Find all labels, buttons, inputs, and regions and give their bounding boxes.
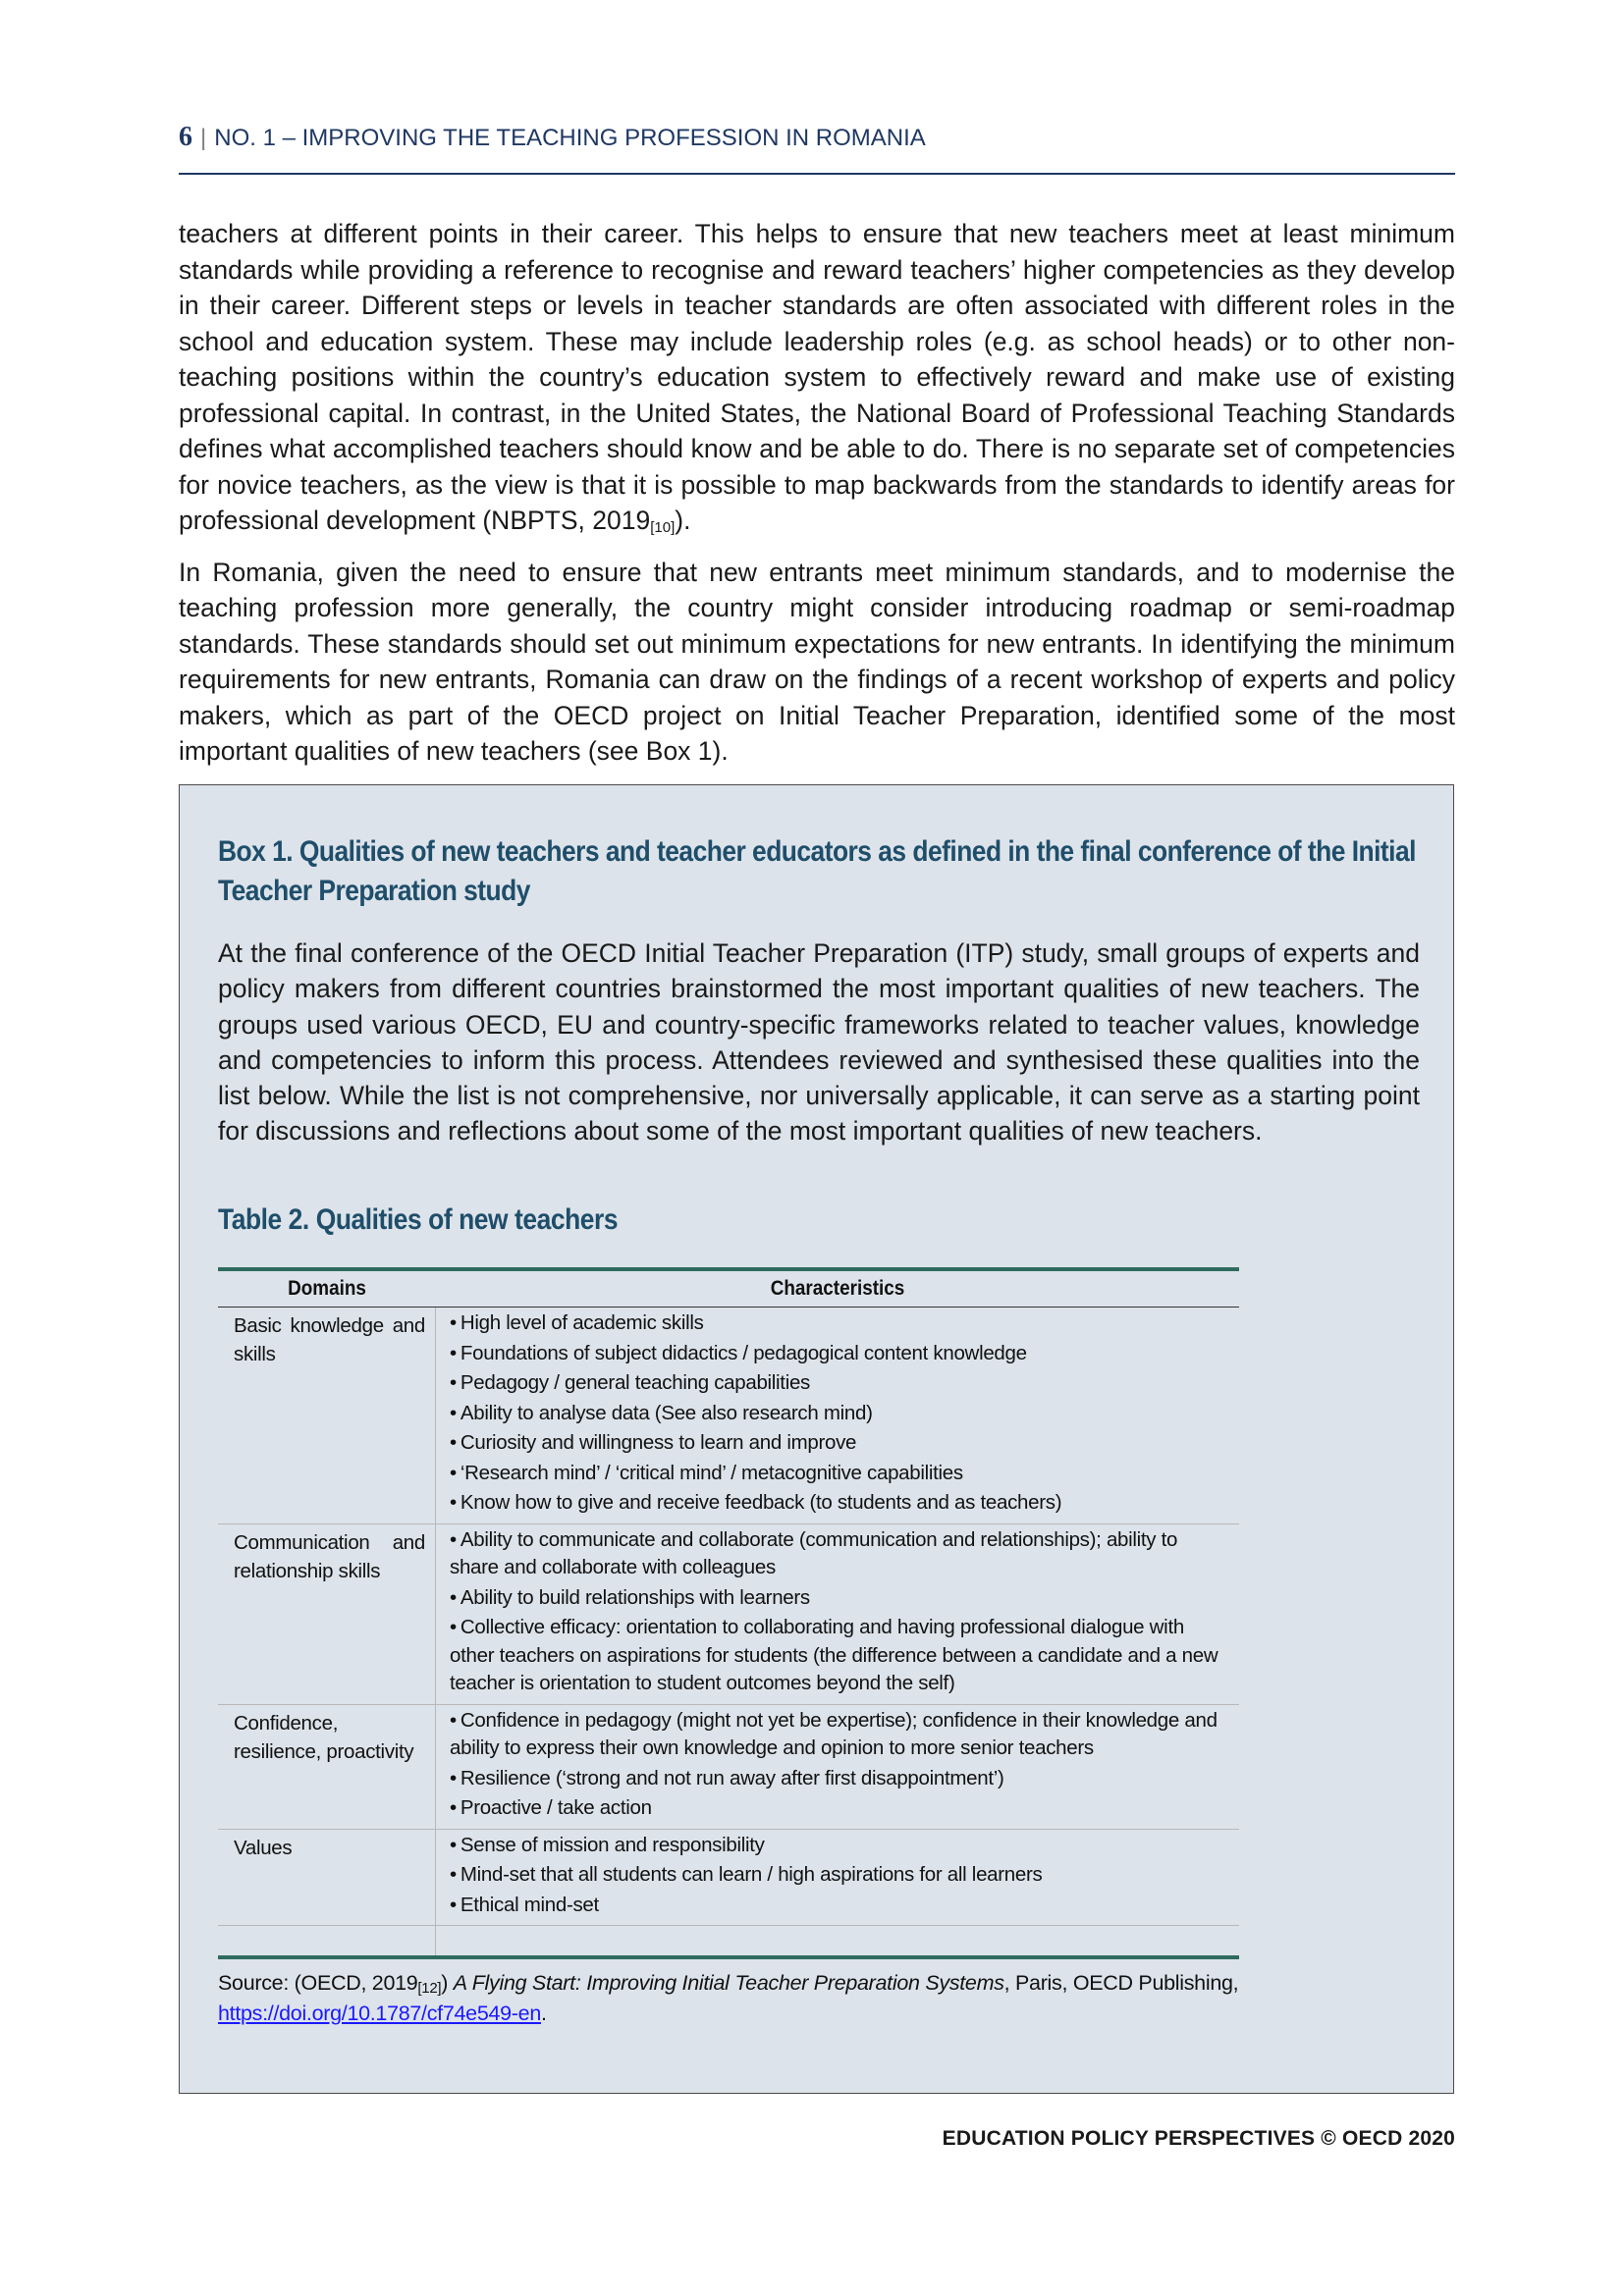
bullet-icon: • xyxy=(450,1833,457,1856)
body-paragraph-1-text: teachers at different points in their career. This helps to ensure that new teachers meet at least minimum standards while providing a reference to recognise and reward teachers’ higher competencies as they develop in their career. Different steps or levels in teacher standards are often associated with different roles in the school and education system. These may include leadership roles (e.g. as school heads) or to other non-teaching positions within the country’s education system to effectively reward and make use of existing professional capital. In contrast, in the United States, the National Board of Professional Teaching Standards defines what accomplished teachers should know and be able to do. There is no separate set of competencies for novice teachers, as the view is that it is possible to map backwards from the standards to identify areas for professional development (NBPTS, 2019 xyxy=(179,219,1455,535)
characteristic-item xyxy=(450,1892,1229,1920)
table-body xyxy=(218,1308,1239,1926)
box-title: Box 1. Qualities of new teachers and teacher educators as defined in the final conference of the Initial Teacher Preparation study xyxy=(218,835,1416,907)
characteristics-cell xyxy=(436,1830,1239,1926)
empty-domain-cell xyxy=(218,1926,436,1955)
domain-cell: Confidence, resilience, proactivity xyxy=(218,1705,436,1829)
characteristic-item xyxy=(450,1707,1229,1763)
box-paragraph: At the final conference of the OECD Initial Teacher Preparation (ITP) study, small groups of experts and policy makers from different countries brainstormed the most important qualities of new teachers. The groups used various OECD, EU and country-specific frameworks related to teacher values, knowledge and competencies to inform this process. Attendees reviewed and synthesised these qualities into the list below. While the list is not comprehensive, nor universally applicable, it can serve as a starting point for discussions and reflections about some of the most important qualities of new teachers. xyxy=(218,938,1420,1147)
bullet-icon: • xyxy=(450,1527,457,1551)
source-citation-ref: [12] xyxy=(417,1980,442,1997)
characteristic-item xyxy=(450,1794,1229,1823)
source-title: A Flying Start: Improving Initial Teacher Preparation Systems xyxy=(453,1971,1004,1995)
page-footer: EDUCATION POLICY PERSPECTIVES © OECD 2020 xyxy=(942,2127,1455,2150)
table-row xyxy=(218,1308,1239,1524)
characteristic-item xyxy=(450,1614,1229,1698)
table-source xyxy=(218,1968,1259,2029)
source-doi-link[interactable]: https://doi.org/10.1787/cf74e549-en xyxy=(218,2002,541,2025)
characteristic-text: Pedagogy / general teaching capabilities xyxy=(460,1371,811,1394)
characteristic-text: Sense of mission and responsibility xyxy=(460,1833,765,1856)
domain-cell: Basic knowledge and skills xyxy=(218,1308,436,1523)
table-row xyxy=(218,1524,1239,1705)
header-title: NO. 1 – IMPROVING THE TEACHING PROFESSION IN ROMANIA xyxy=(214,125,926,151)
characteristic-item xyxy=(450,1340,1229,1368)
characteristic-text: Know how to give and receive feedback (to students and as teachers) xyxy=(460,1491,1062,1514)
source-close: ) xyxy=(441,1971,454,1995)
table-row xyxy=(218,1830,1239,1927)
characteristic-item xyxy=(450,1861,1229,1890)
box-1 xyxy=(179,784,1454,2094)
characteristic-text: Ability to build relationships with learners xyxy=(460,1585,810,1609)
characteristic-text: Ability to communicate and collaborate (communication and relationships); ability to share and collaborate with colleagues xyxy=(450,1527,1178,1578)
characteristic-text: Proactive / take action xyxy=(460,1796,652,1819)
characteristics-cell xyxy=(436,1308,1239,1523)
bullet-icon: • xyxy=(450,1708,457,1732)
bullet-icon: • xyxy=(450,1766,457,1789)
bullet-icon: • xyxy=(450,1431,457,1454)
characteristic-item xyxy=(450,1526,1229,1582)
characteristics-cell xyxy=(436,1705,1239,1829)
body-paragraph-2: In Romania, given the need to ensure that new entrants meet minimum standards, and to modernise the teaching profession more generally, the country might consider introducing roadmap or semi-roadmap standards. These standards should set out minimum expectations for new entrants. In identifying the minimum requirements for new entrants, Romania can draw on the findings of a recent workshop of experts and policy makers, which as part of the OECD project on Initial Teacher Preparation, identified some of the most important qualities of new teachers (see Box 1). xyxy=(179,557,1455,766)
table-empty-row xyxy=(218,1926,1239,1959)
table-header-row xyxy=(218,1271,1239,1308)
table-row xyxy=(218,1705,1239,1830)
characteristic-item xyxy=(450,1584,1229,1613)
characteristic-text: Curiosity and willingness to learn and improve xyxy=(460,1431,857,1454)
bullet-icon: • xyxy=(450,1863,457,1886)
characteristic-item xyxy=(450,1832,1229,1860)
page-number: 6 xyxy=(179,122,192,152)
source-end: . xyxy=(540,2002,547,2025)
characteristic-text: Foundations of subject didactics / pedagogical content knowledge xyxy=(460,1341,1027,1364)
bullet-icon: • xyxy=(450,1311,457,1334)
characteristic-text: Mind-set that all students can learn / high aspirations for all learners xyxy=(460,1863,1043,1886)
source-publisher: , Paris, OECD Publishing, xyxy=(1003,1971,1239,1995)
characteristic-item xyxy=(450,1309,1229,1338)
characteristic-item xyxy=(450,1765,1229,1793)
domain-cell: Communication and relationship skills xyxy=(218,1524,436,1704)
characteristic-text: Ability to analyse data (See also research mind) xyxy=(460,1401,873,1424)
bullet-icon: • xyxy=(450,1585,457,1609)
domain-cell: Values xyxy=(218,1830,436,1926)
bullet-icon: • xyxy=(450,1401,457,1424)
citation-ref: [10] xyxy=(650,519,676,536)
bullet-icon: • xyxy=(450,1796,457,1819)
characteristic-item xyxy=(450,1489,1229,1518)
source-prefix: Source: (OECD, 2019 xyxy=(218,1971,418,1995)
characteristic-item xyxy=(450,1369,1229,1398)
bullet-icon: • xyxy=(450,1491,457,1514)
table-title: Table 2. Qualities of new teachers xyxy=(218,1203,619,1236)
characteristic-text: High level of academic skills xyxy=(460,1311,704,1334)
body-text xyxy=(179,216,1455,785)
characteristics-cell xyxy=(436,1524,1239,1704)
characteristic-text: Resilience (‘strong and not run away after first disappointment’) xyxy=(460,1766,1004,1789)
characteristic-text: Collective efficacy: orientation to collaborating and having professional dialogue with other teachers on aspirations for students (the difference between a candidate and a new teacher is orientation to student outcomes beyond the self) xyxy=(450,1616,1218,1694)
table-header-characteristics: Characteristics xyxy=(770,1277,905,1300)
header-separator: | xyxy=(200,125,207,151)
empty-characteristics-cell xyxy=(436,1926,1239,1955)
characteristic-item xyxy=(450,1400,1229,1428)
body-paragraph-1 xyxy=(179,216,1455,539)
bullet-icon: • xyxy=(450,1616,457,1638)
table-header-domains: Domains xyxy=(288,1277,366,1300)
header-rule xyxy=(179,173,1455,175)
running-header xyxy=(179,122,1455,153)
body-paragraph-1-end: ). xyxy=(675,506,691,535)
characteristic-item xyxy=(450,1429,1229,1458)
characteristic-text: ‘Research mind’ / ‘critical mind’ / metacognitive capabilities xyxy=(460,1461,963,1484)
bullet-icon: • xyxy=(450,1341,457,1364)
qualities-table xyxy=(218,1267,1239,1959)
bullet-icon: • xyxy=(450,1461,457,1484)
bullet-icon: • xyxy=(450,1371,457,1394)
characteristic-text: Ethical mind-set xyxy=(460,1893,599,1916)
characteristic-text: Confidence in pedagogy (might not yet be expertise); confidence in their knowledge and ability to express their own knowledge and opinion to more senior teachers xyxy=(450,1708,1218,1759)
characteristic-item xyxy=(450,1460,1229,1488)
bullet-icon: • xyxy=(450,1893,457,1916)
